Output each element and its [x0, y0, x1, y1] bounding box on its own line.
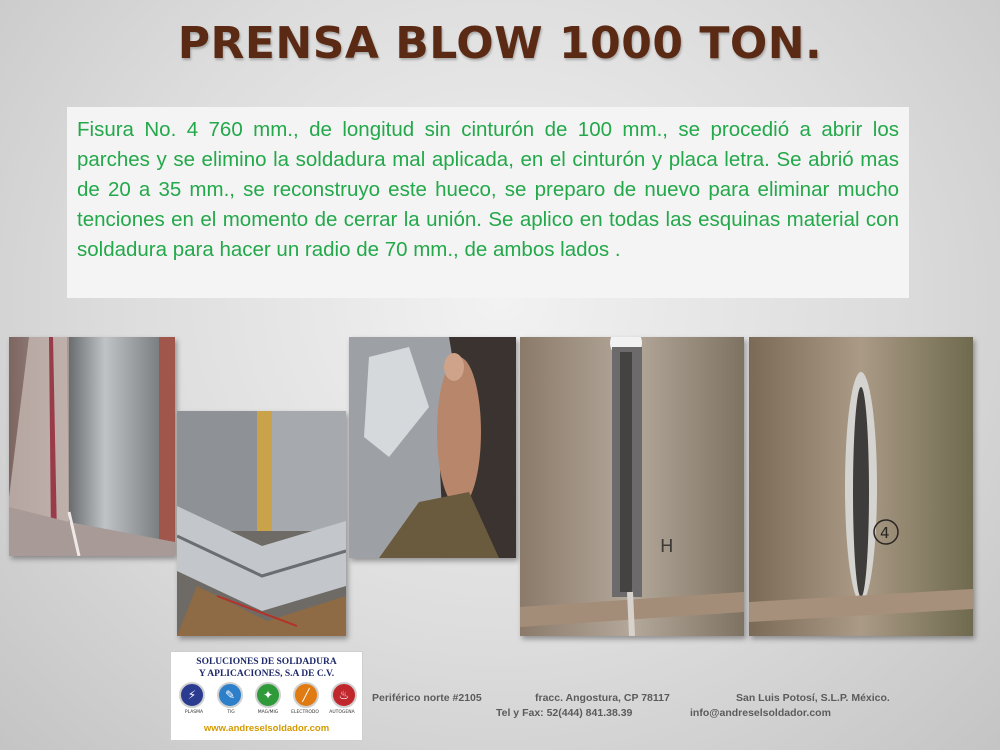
weld-photo-5 [749, 337, 973, 636]
logo-line-2: Y APLICACIONES, S.A DE C.V. [198, 669, 335, 679]
page-title: PRENSA BLOW 1000 TON. [177, 18, 823, 69]
footer-phone: Tel y Fax: 52(444) 841.38.39 [496, 707, 633, 719]
logo-line-1: SOLUCIONES DE SOLDADURA [196, 657, 337, 667]
process-label: AUTOGENA [329, 710, 355, 715]
plasma-icon: ⚡ [179, 682, 205, 708]
process-label: TIG [227, 710, 235, 715]
process-label: MAG/MIG [257, 710, 279, 715]
mag-mig-icon: ✦ [255, 682, 281, 708]
footer-colonia: fracc. Angostura, CP 78117 [535, 692, 670, 704]
process-label: ELECTRODO [291, 710, 319, 715]
weld-photo-1 [9, 337, 175, 556]
weld-photo-4 [520, 337, 744, 636]
logo-url: www.andreselsoldador.com [203, 723, 330, 734]
footer-email: info@andreselsoldador.com [690, 707, 831, 719]
marker-4: 4 [880, 524, 890, 542]
autogena-icon: ♨ [331, 682, 357, 708]
tig-icon: ✎ [217, 682, 243, 708]
description-text: Fisura No. 4 760 mm., de longitud sin cinturón de 100 mm., se procedió a abrir los parches y se elimino la soldadura mal aplicada, en el cinturón y placa letra. Se abrió mas de 20 a 35 mm., se reconstruyo este hueco, se preparo de nuevo para eliminar mucho tenciones en el momento de cerrar la unión. Se aplico en todas las esquinas material con soldadura para hacer un radio de 70 mm., de ambos lados . [67, 107, 909, 298]
weld-photo-2 [177, 411, 346, 636]
weld-photo-3 [349, 337, 516, 558]
marker-h: H [660, 536, 674, 557]
footer-city: San Luis Potosí, S.L.P. México. [736, 692, 890, 704]
electrodo-icon: ╱ [293, 682, 319, 708]
process-label: PLASMA [184, 710, 204, 715]
company-logo [170, 651, 363, 741]
footer-address: Periférico norte #2105 [372, 692, 482, 704]
